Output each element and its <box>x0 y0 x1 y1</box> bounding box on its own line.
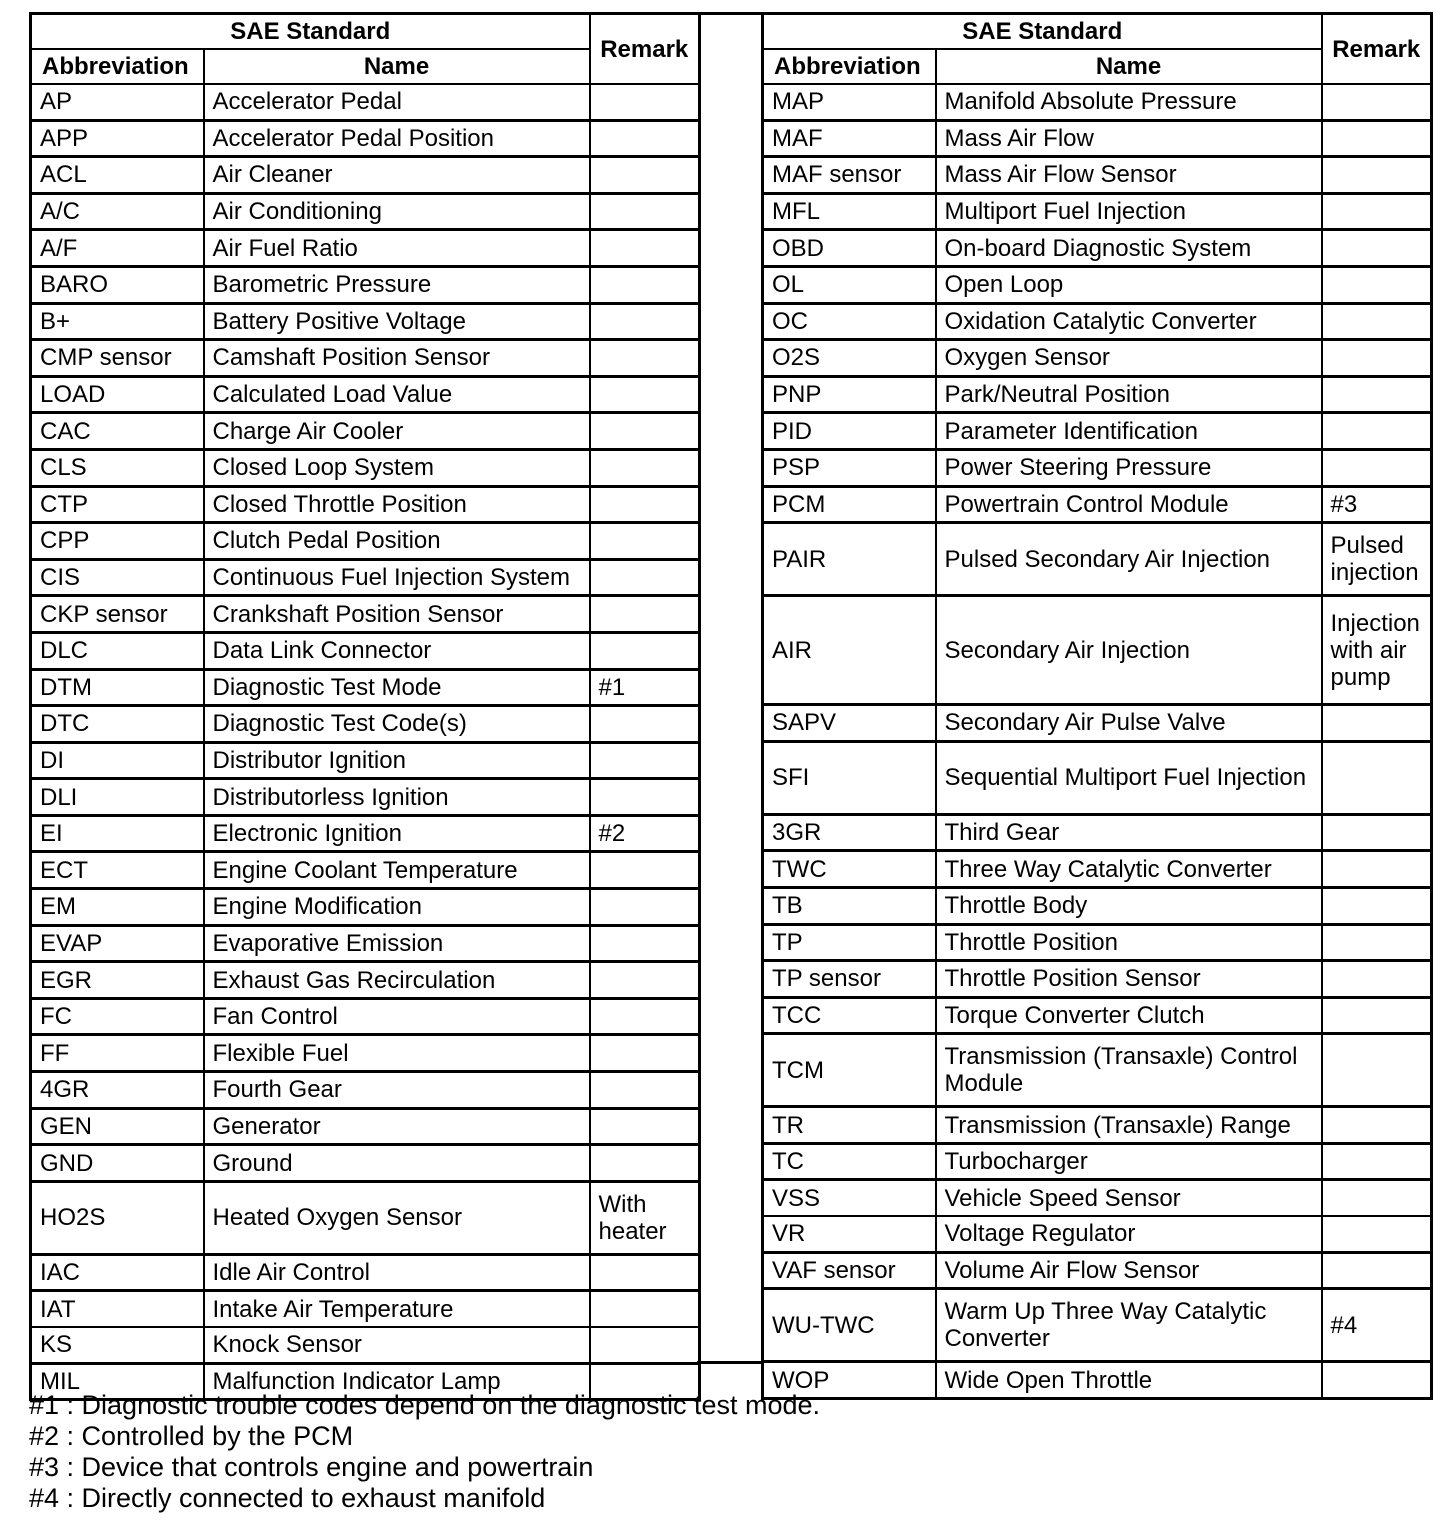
table-row <box>763 1216 1432 1252</box>
abbreviation-cell: TP sensor <box>763 961 936 998</box>
table-row <box>763 887 1432 924</box>
name-cell: Vehicle Speed Sensor <box>936 1180 1322 1216</box>
abbreviation-cell: DLC <box>31 632 204 669</box>
table-row <box>31 998 700 1035</box>
name-cell: Exhaust Gas Recirculation <box>204 962 590 999</box>
header-abbreviation: Abbreviation <box>31 49 204 84</box>
table-row <box>31 1181 700 1254</box>
remark-cell <box>1322 961 1432 998</box>
name-cell: Electronic Ignition <box>204 815 590 852</box>
abbreviation-cell: TCC <box>763 997 936 1034</box>
table-row <box>31 596 700 633</box>
remark-cell <box>1322 705 1432 742</box>
abbreviation-cell: CAC <box>31 413 204 450</box>
name-cell: Fan Control <box>204 998 590 1035</box>
abbreviation-cell: CKP sensor <box>31 596 204 633</box>
abbreviation-cell: EM <box>31 889 204 926</box>
table-row <box>763 1252 1432 1289</box>
name-cell: On-board Diagnostic System <box>936 230 1322 267</box>
table-row <box>31 193 700 230</box>
name-cell: Camshaft Position Sensor <box>204 340 590 377</box>
abbreviation-cell: OC <box>763 303 936 340</box>
name-cell: Engine Coolant Temperature <box>204 852 590 889</box>
remark-cell <box>590 1108 700 1145</box>
remark-cell <box>590 925 700 962</box>
name-cell: Secondary Air Pulse Valve <box>936 705 1322 742</box>
remark-cell <box>590 1072 700 1109</box>
remark-cell <box>1322 741 1432 814</box>
remark-cell <box>590 376 700 413</box>
table-body-left <box>31 84 700 1400</box>
abbreviation-cell: DTC <box>31 706 204 743</box>
remark-cell <box>590 84 700 120</box>
name-cell: Fourth Gear <box>204 1072 590 1109</box>
table-row <box>763 120 1432 157</box>
remark-cell <box>1322 1362 1432 1399</box>
table-row <box>763 84 1432 120</box>
name-cell: Manifold Absolute Pressure <box>936 84 1322 120</box>
remark-cell <box>1322 120 1432 157</box>
abbreviation-cell: SFI <box>763 741 936 814</box>
abbreviation-cell: BARO <box>31 266 204 303</box>
table-row <box>763 193 1432 230</box>
table-row <box>31 779 700 816</box>
abbreviation-cell: AP <box>31 84 204 120</box>
name-cell: Mass Air Flow Sensor <box>936 157 1322 194</box>
abbreviation-cell: MFL <box>763 193 936 230</box>
name-cell: Crankshaft Position Sensor <box>204 596 590 633</box>
abbreviation-cell: WU-TWC <box>763 1289 936 1362</box>
name-cell: Powertrain Control Module <box>936 486 1322 523</box>
name-cell: Voltage Regulator <box>936 1216 1322 1252</box>
name-cell: Data Link Connector <box>204 632 590 669</box>
abbreviation-cell: TCM <box>763 1034 936 1107</box>
abbreviation-cell: CLS <box>31 449 204 486</box>
remark-cell <box>590 596 700 633</box>
name-cell: Intake Air Temperature <box>204 1291 590 1327</box>
name-cell: Pulsed Secondary Air Injection <box>936 523 1322 596</box>
remark-cell <box>590 889 700 926</box>
abbreviation-cell: EI <box>31 815 204 852</box>
name-cell: Heated Oxygen Sensor <box>204 1181 590 1254</box>
remark-cell <box>1322 1180 1432 1216</box>
remark-cell <box>590 523 700 560</box>
name-cell: Distributorless Ignition <box>204 779 590 816</box>
abbreviation-cell: FF <box>31 1035 204 1072</box>
table-body-right <box>763 84 1432 1398</box>
remark-cell <box>590 303 700 340</box>
name-cell: Battery Positive Voltage <box>204 303 590 340</box>
remark-cell <box>1322 340 1432 377</box>
abbreviation-cell: 4GR <box>31 1072 204 1109</box>
remark-cell <box>1322 1107 1432 1144</box>
footnote-2: #2 : Controlled by the PCM <box>29 1421 354 1451</box>
remark-cell <box>1322 1252 1432 1289</box>
table-row <box>31 669 700 706</box>
remark-cell <box>590 1327 700 1363</box>
abbreviation-cell: VR <box>763 1216 936 1252</box>
table-row <box>763 814 1432 851</box>
remark-cell <box>590 340 700 377</box>
table-row <box>31 852 700 889</box>
table-row <box>31 230 700 267</box>
abbreviation-cell: GND <box>31 1145 204 1182</box>
name-cell: Air Cleaner <box>204 157 590 194</box>
table-row <box>763 851 1432 888</box>
abbreviation-cell: GEN <box>31 1108 204 1145</box>
table-row <box>763 1107 1432 1144</box>
table-row <box>763 924 1432 961</box>
remark-cell <box>1322 1143 1432 1180</box>
table-row <box>763 1143 1432 1180</box>
abbreviation-cell: PAIR <box>763 523 936 596</box>
remark-cell <box>590 706 700 743</box>
table-row <box>31 1108 700 1145</box>
footnote-3: #3 : Device that controls engine and powertrain <box>29 1452 594 1482</box>
table-row <box>31 266 700 303</box>
remark-cell <box>1322 1216 1432 1252</box>
remark-cell <box>590 157 700 194</box>
table-row <box>31 815 700 852</box>
table-row <box>31 632 700 669</box>
table-row <box>763 596 1432 705</box>
table-row <box>31 1072 700 1109</box>
table-row <box>31 303 700 340</box>
table-row <box>763 1362 1432 1399</box>
name-cell: Transmission (Transaxle) Range <box>936 1107 1322 1144</box>
remark-cell <box>1322 449 1432 486</box>
remark-cell <box>590 742 700 779</box>
abbreviation-cell: TR <box>763 1107 936 1144</box>
table-row <box>31 157 700 194</box>
abbreviation-cell: SAPV <box>763 705 936 742</box>
name-cell: Closed Throttle Position <box>204 486 590 523</box>
name-cell: Distributor Ignition <box>204 742 590 779</box>
abbreviation-cell: B+ <box>31 303 204 340</box>
table-row <box>31 340 700 377</box>
table-row <box>763 1289 1432 1362</box>
abbreviation-cell: IAC <box>31 1254 204 1291</box>
name-cell: Wide Open Throttle <box>936 1362 1322 1399</box>
abbreviation-cell: A/C <box>31 193 204 230</box>
name-cell: Open Loop <box>936 266 1322 303</box>
header-name: Name <box>204 49 590 84</box>
remark-cell <box>590 120 700 157</box>
name-cell: Air Fuel Ratio <box>204 230 590 267</box>
abbreviation-cell: CPP <box>31 523 204 560</box>
table-row <box>31 120 700 157</box>
table-row <box>31 706 700 743</box>
name-cell: Torque Converter Clutch <box>936 997 1322 1034</box>
name-cell: Calculated Load Value <box>204 376 590 413</box>
abbreviation-cell: CIS <box>31 559 204 596</box>
name-cell: Parameter Identification <box>936 413 1322 450</box>
name-cell: Generator <box>204 1108 590 1145</box>
name-cell: Barometric Pressure <box>204 266 590 303</box>
table-row <box>763 997 1432 1034</box>
name-cell: Flexible Fuel <box>204 1035 590 1072</box>
abbreviation-cell: OL <box>763 266 936 303</box>
abbreviation-table-left <box>29 12 701 1401</box>
header-sae-standard: SAE Standard <box>763 14 1322 50</box>
name-cell: Clutch Pedal Position <box>204 523 590 560</box>
abbreviation-cell: PCM <box>763 486 936 523</box>
center-gap-frame <box>697 12 763 1364</box>
abbreviation-cell: TP <box>763 924 936 961</box>
abbreviation-cell: CTP <box>31 486 204 523</box>
remark-cell <box>1322 193 1432 230</box>
name-cell: Accelerator Pedal Position <box>204 120 590 157</box>
remark-cell <box>590 1291 700 1327</box>
table-row <box>763 157 1432 194</box>
abbreviation-cell: WOP <box>763 1362 936 1399</box>
name-cell: Knock Sensor <box>204 1327 590 1363</box>
header-remark: Remark <box>590 14 700 85</box>
abbreviation-cell: MAP <box>763 84 936 120</box>
name-cell: Secondary Air Injection <box>936 596 1322 705</box>
table-row <box>763 340 1432 377</box>
name-cell: Transmission (Transaxle) Control Module <box>936 1034 1322 1107</box>
table-row <box>763 266 1432 303</box>
remark-cell <box>590 486 700 523</box>
name-cell: Park/Neutral Position <box>936 376 1322 413</box>
remark-cell <box>1322 924 1432 961</box>
remark-cell <box>590 413 700 450</box>
abbreviation-cell: O2S <box>763 340 936 377</box>
abbreviation-table-right <box>761 12 1433 1400</box>
abbreviation-cell: PNP <box>763 376 936 413</box>
remark-cell <box>590 1145 700 1182</box>
name-cell: Evaporative Emission <box>204 925 590 962</box>
remark-cell <box>1322 84 1432 120</box>
abbreviation-cell: DI <box>31 742 204 779</box>
remark-cell <box>590 559 700 596</box>
name-cell: Turbocharger <box>936 1143 1322 1180</box>
name-cell: Oxygen Sensor <box>936 340 1322 377</box>
abbreviation-cell: OBD <box>763 230 936 267</box>
abbreviation-cell: AIR <box>763 596 936 705</box>
remark-cell: #4 <box>1322 1289 1432 1362</box>
table-row <box>763 961 1432 998</box>
abbreviation-cell: TC <box>763 1143 936 1180</box>
table-row <box>31 889 700 926</box>
table-row <box>763 486 1432 523</box>
remark-cell <box>590 1035 700 1072</box>
name-cell: Throttle Position <box>936 924 1322 961</box>
remark-cell <box>1322 230 1432 267</box>
table-row <box>763 1034 1432 1107</box>
abbreviation-cell: ACL <box>31 157 204 194</box>
name-cell: Sequential Multiport Fuel Injection <box>936 741 1322 814</box>
header-name: Name <box>936 49 1322 84</box>
remark-cell <box>590 779 700 816</box>
name-cell: Malfunction Indicator Lamp <box>204 1363 590 1400</box>
name-cell: Air Conditioning <box>204 193 590 230</box>
table-row <box>763 705 1432 742</box>
name-cell: Diagnostic Test Code(s) <box>204 706 590 743</box>
name-cell: Power Steering Pressure <box>936 449 1322 486</box>
abbreviation-cell: LOAD <box>31 376 204 413</box>
table-row <box>31 1145 700 1182</box>
name-cell: Ground <box>204 1145 590 1182</box>
remark-cell <box>590 632 700 669</box>
header-sae-standard: SAE Standard <box>31 14 590 50</box>
table-row <box>31 486 700 523</box>
name-cell: Continuous Fuel Injection System <box>204 559 590 596</box>
table-row <box>763 376 1432 413</box>
abbreviation-cell: A/F <box>31 230 204 267</box>
name-cell: Throttle Body <box>936 887 1322 924</box>
table-row <box>31 1035 700 1072</box>
footnote-4: #4 : Directly connected to exhaust manifold <box>29 1483 546 1513</box>
remark-cell <box>1322 266 1432 303</box>
remark-cell <box>1322 413 1432 450</box>
name-cell: Idle Air Control <box>204 1254 590 1291</box>
remark-cell <box>590 998 700 1035</box>
abbreviation-cell: TWC <box>763 851 936 888</box>
remark-cell <box>1322 814 1432 851</box>
abbreviation-cell: PID <box>763 413 936 450</box>
remark-cell <box>1322 376 1432 413</box>
table-row <box>31 84 700 120</box>
abbreviation-cell: APP <box>31 120 204 157</box>
name-cell: Oxidation Catalytic Converter <box>936 303 1322 340</box>
abbreviation-cell: EGR <box>31 962 204 999</box>
table-row <box>763 303 1432 340</box>
remark-cell <box>1322 851 1432 888</box>
remark-cell: Injection with air pump <box>1322 596 1432 705</box>
footnote-1: #1 : Diagnostic trouble codes depend on the diagnostic test mode. <box>29 1390 821 1420</box>
abbreviation-cell: MAF <box>763 120 936 157</box>
table-row <box>31 1327 700 1363</box>
abbreviation-cell: 3GR <box>763 814 936 851</box>
abbreviation-cell: VAF sensor <box>763 1252 936 1289</box>
remark-cell: #3 <box>1322 486 1432 523</box>
header-abbreviation: Abbreviation <box>763 49 936 84</box>
remark-cell <box>1322 303 1432 340</box>
remark-cell <box>590 852 700 889</box>
remark-cell: #1 <box>590 669 700 706</box>
name-cell: Engine Modification <box>204 889 590 926</box>
table-row <box>31 925 700 962</box>
table-row <box>31 962 700 999</box>
name-cell: Throttle Position Sensor <box>936 961 1322 998</box>
remark-cell: Pulsed injection <box>1322 523 1432 596</box>
table-row <box>763 1180 1432 1216</box>
name-cell: Three Way Catalytic Converter <box>936 851 1322 888</box>
name-cell: Closed Loop System <box>204 449 590 486</box>
table-row <box>31 449 700 486</box>
table-row <box>763 523 1432 596</box>
remark-cell <box>1322 887 1432 924</box>
table-row <box>31 1254 700 1291</box>
abbreviation-cell: VSS <box>763 1180 936 1216</box>
abbreviation-cell: MIL <box>31 1363 204 1400</box>
name-cell: Multiport Fuel Injection <box>936 193 1322 230</box>
remark-cell: With heater <box>590 1181 700 1254</box>
name-cell: Accelerator Pedal <box>204 84 590 120</box>
remark-cell <box>590 962 700 999</box>
remark-cell <box>590 1254 700 1291</box>
footnotes <box>29 1390 820 1514</box>
remark-cell <box>1322 997 1432 1034</box>
header-remark: Remark <box>1322 14 1432 85</box>
abbreviation-cell: FC <box>31 998 204 1035</box>
table-row <box>763 741 1432 814</box>
remark-cell <box>590 193 700 230</box>
table-row <box>763 230 1432 267</box>
abbreviation-cell: CMP sensor <box>31 340 204 377</box>
remark-cell <box>1322 157 1432 194</box>
abbreviation-cell: EVAP <box>31 925 204 962</box>
name-cell: Charge Air Cooler <box>204 413 590 450</box>
name-cell: Warm Up Three Way Catalytic Converter <box>936 1289 1322 1362</box>
abbreviation-cell: DLI <box>31 779 204 816</box>
remark-cell <box>1322 1034 1432 1107</box>
abbreviation-cell: IAT <box>31 1291 204 1327</box>
table-row <box>31 376 700 413</box>
abbreviation-cell: PSP <box>763 449 936 486</box>
table-row <box>31 523 700 560</box>
remark-cell: #2 <box>590 815 700 852</box>
name-cell: Diagnostic Test Mode <box>204 669 590 706</box>
abbreviation-cell: TB <box>763 887 936 924</box>
abbreviation-cell: HO2S <box>31 1181 204 1254</box>
abbreviation-cell: MAF sensor <box>763 157 936 194</box>
abbreviation-cell: DTM <box>31 669 204 706</box>
name-cell: Volume Air Flow Sensor <box>936 1252 1322 1289</box>
table-row <box>763 449 1432 486</box>
abbreviation-cell: KS <box>31 1327 204 1363</box>
table-row <box>31 413 700 450</box>
table-row <box>31 1291 700 1327</box>
name-cell: Third Gear <box>936 814 1322 851</box>
abbreviation-cell: ECT <box>31 852 204 889</box>
table-row <box>31 559 700 596</box>
remark-cell <box>590 230 700 267</box>
table-row <box>31 742 700 779</box>
name-cell: Mass Air Flow <box>936 120 1322 157</box>
remark-cell <box>590 266 700 303</box>
table-row <box>763 413 1432 450</box>
remark-cell <box>590 449 700 486</box>
